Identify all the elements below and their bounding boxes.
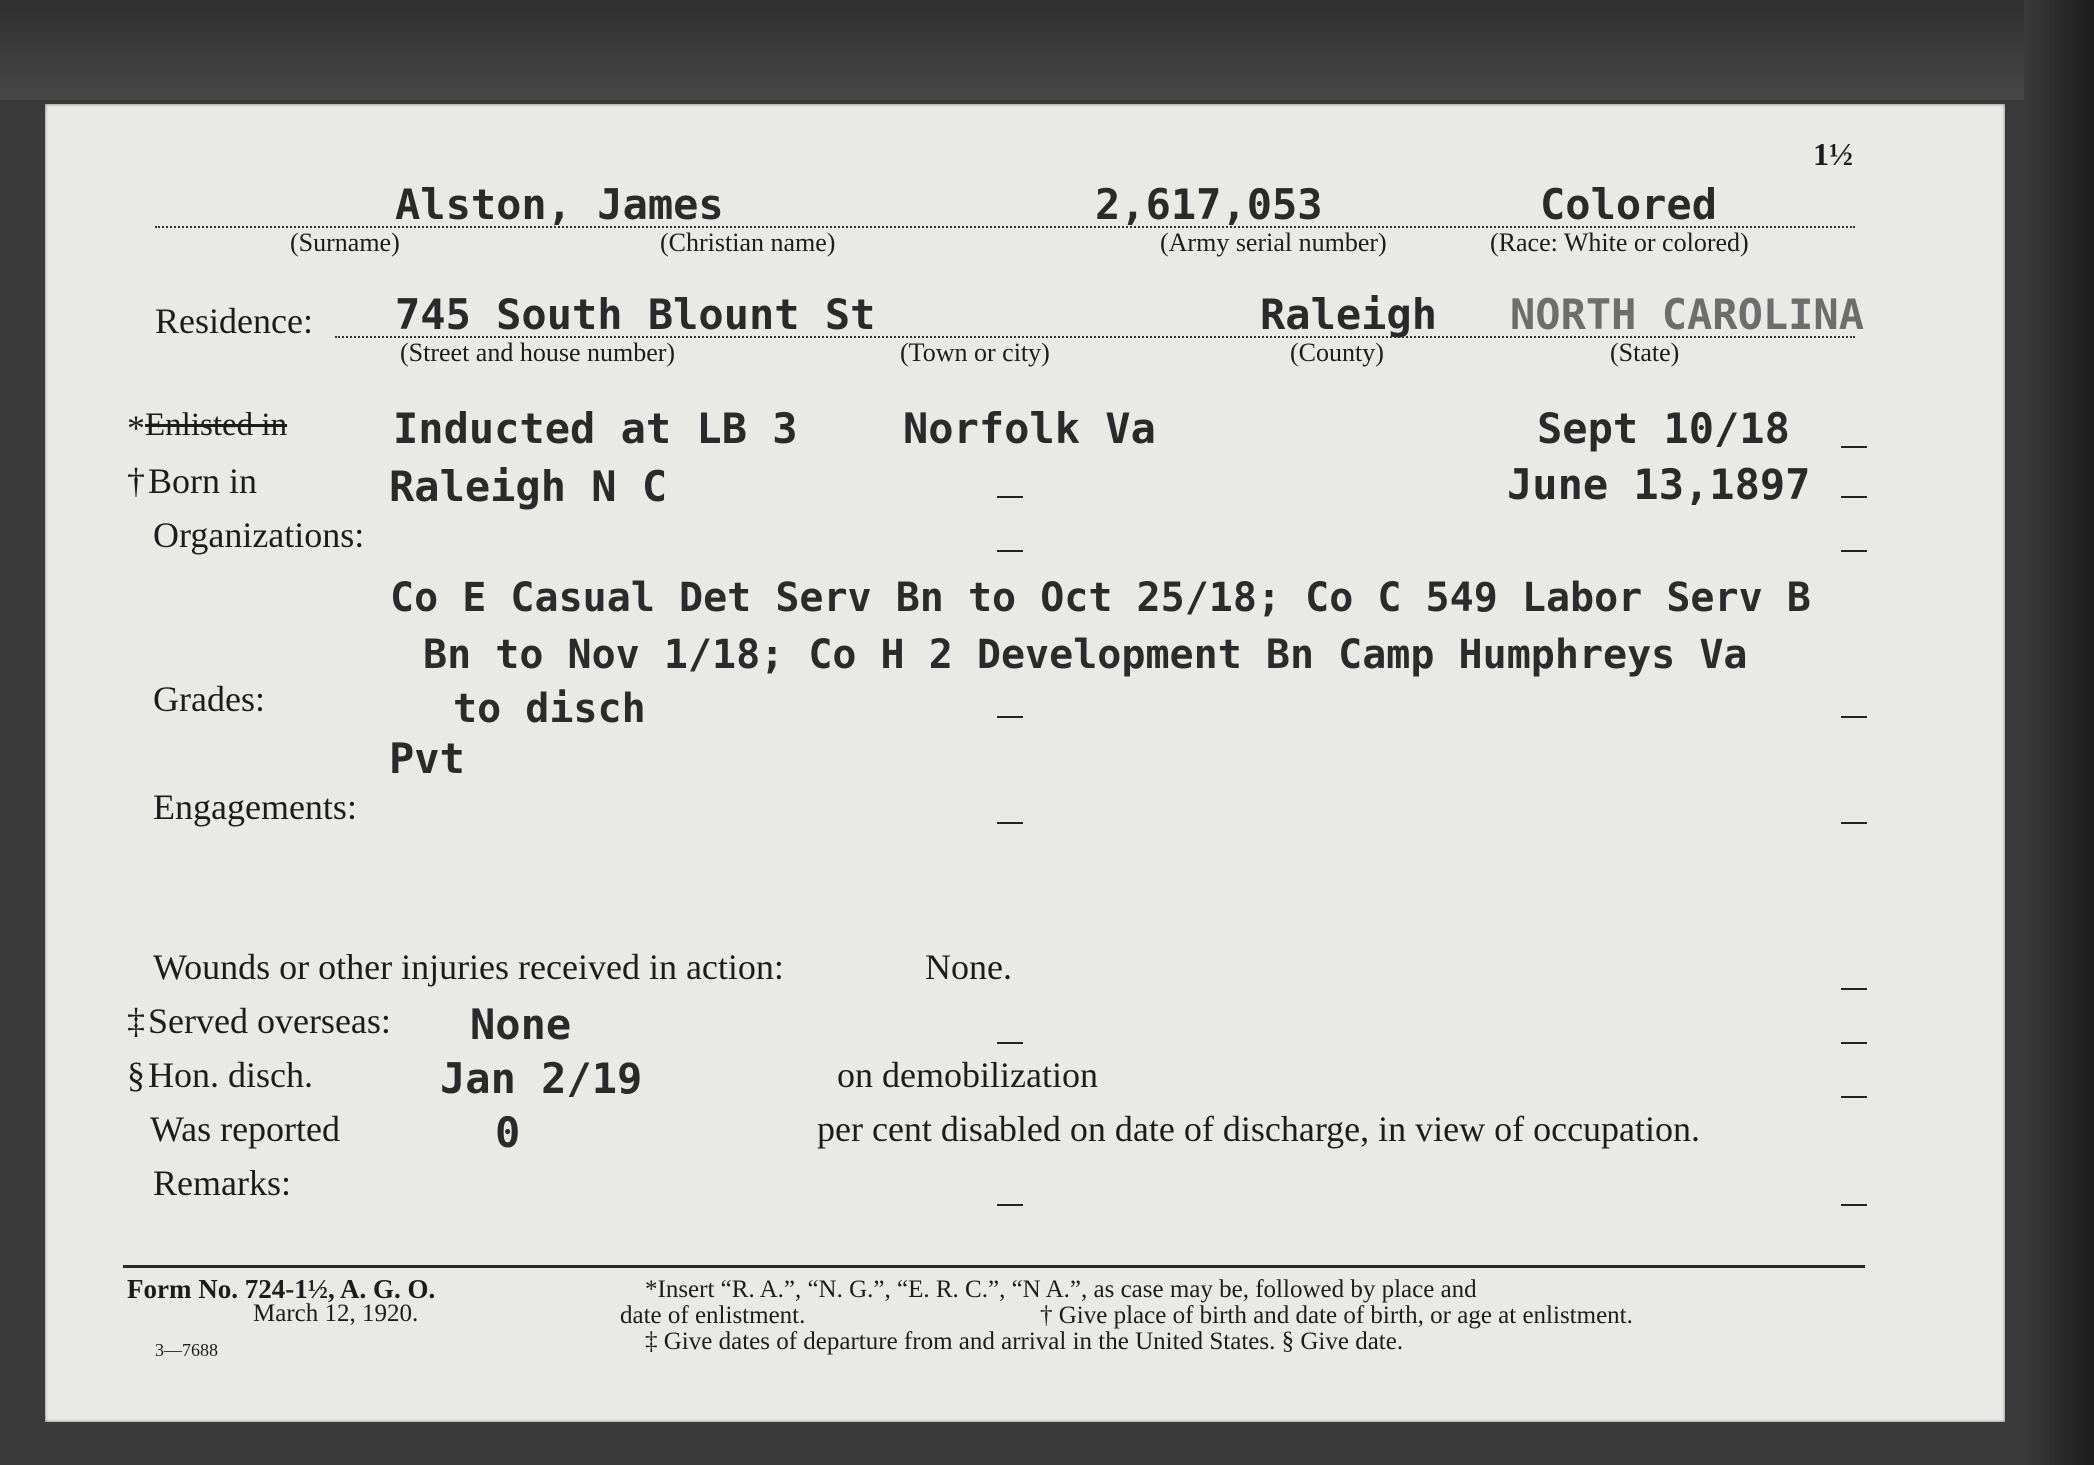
caption-race: (Race: White or colored) bbox=[1490, 228, 1749, 257]
org-dash bbox=[1841, 550, 1867, 552]
surname-christian-name: Alston, James bbox=[395, 180, 724, 229]
born-place: Raleigh N C bbox=[389, 462, 668, 511]
form-date: March 12, 1920. bbox=[253, 1300, 419, 1327]
race-value: Colored bbox=[1540, 180, 1718, 229]
org-mid-dash bbox=[997, 550, 1023, 552]
organizations-label: Organizations: bbox=[153, 515, 365, 555]
discharge-reason: on demobilization bbox=[837, 1055, 1098, 1095]
scan-border-right bbox=[2024, 0, 2094, 1465]
caption-surname: (Surname) bbox=[290, 228, 400, 257]
residence-state: NORTH CAROLINA bbox=[1510, 290, 1865, 339]
wounds-dash bbox=[1841, 988, 1867, 990]
remarks-mid-dash bbox=[997, 1204, 1023, 1206]
caption-town: (Town or city) bbox=[900, 338, 1050, 367]
born-date: June 13,1897 bbox=[1507, 460, 1811, 509]
born-dash bbox=[1841, 496, 1867, 498]
born-marker: † bbox=[127, 461, 145, 501]
overseas-dash bbox=[1841, 1042, 1867, 1044]
form-number: Form No. 724-1½, A. G. O. bbox=[127, 1274, 436, 1304]
overseas-marker: ‡ bbox=[127, 1001, 145, 1041]
enlisted-place: Norfolk Va bbox=[903, 404, 1156, 453]
overseas-mid-dash bbox=[997, 1042, 1023, 1044]
discharge-marker: § bbox=[127, 1055, 145, 1095]
enlisted-marker: * bbox=[127, 408, 145, 448]
residence-county: Raleigh bbox=[1260, 290, 1438, 339]
organizations-line-1: Co E Casual Det Serv Bn to Oct 25/18; Co C 549 Labor Serv B bbox=[390, 575, 1811, 621]
footer-note-line-2a: date of enlistment. bbox=[620, 1302, 806, 1329]
engagements-dash bbox=[1841, 822, 1867, 824]
remarks-label: Remarks: bbox=[153, 1163, 291, 1203]
born-label: Born in bbox=[148, 461, 258, 501]
reported-value: 0 bbox=[495, 1108, 521, 1157]
enlisted-label: Enlisted in bbox=[145, 407, 288, 443]
caption-county: (County) bbox=[1290, 338, 1384, 367]
wounds-value: None. bbox=[925, 947, 1012, 987]
caption-state: (State) bbox=[1610, 338, 1680, 367]
residence-street: 745 South Blount St bbox=[395, 290, 876, 339]
discharge-label: Hon. disch. bbox=[148, 1055, 313, 1095]
organizations-line-2: Bn to Nov 1/18; Co H 2 Development Bn Camp Humphreys Va bbox=[423, 632, 1748, 678]
grades-mid-dash bbox=[997, 716, 1023, 718]
footer-note-line-3: ‡ Give dates of departure from and arrival in the United States. § Give date. bbox=[645, 1328, 1404, 1355]
caption-serial: (Army serial number) bbox=[1160, 228, 1387, 257]
service-record-card bbox=[45, 104, 2005, 1422]
reported-label: Was reported bbox=[150, 1109, 341, 1149]
footer-rule bbox=[123, 1265, 1865, 1268]
scan-border-top bbox=[0, 0, 2094, 100]
enlisted-date: Sept 10/18 bbox=[1537, 404, 1790, 453]
overseas-label: Served overseas: bbox=[148, 1001, 391, 1041]
footer-note-line-1: *Insert “R. A.”, “N. G.”, “E. R. C.”, “N A.”, as case may be, followed by place and bbox=[645, 1276, 1477, 1303]
wounds-label: Wounds or other injuries received in action: bbox=[153, 947, 784, 987]
corner-mark: 1½ bbox=[1813, 136, 1853, 172]
print-code: 3—7688 bbox=[155, 1340, 218, 1360]
discharge-dash bbox=[1841, 1096, 1867, 1098]
reported-text: per cent disabled on date of discharge, in view of occupation. bbox=[817, 1109, 1701, 1149]
footer-note-line-2b: † Give place of birth and date of birth, or age at enlistment. bbox=[1040, 1302, 1633, 1329]
army-serial-number: 2,617,053 bbox=[1095, 180, 1323, 229]
caption-christian-name: (Christian name) bbox=[660, 228, 836, 257]
enlisted-dash bbox=[1841, 446, 1867, 448]
enlisted-where: Inducted at LB 3 bbox=[393, 404, 798, 453]
remarks-dash bbox=[1841, 1204, 1867, 1206]
born-mid-dash bbox=[997, 496, 1023, 498]
grades-dash bbox=[1841, 716, 1867, 718]
residence-label: Residence: bbox=[155, 301, 313, 341]
grades-value: Pvt bbox=[389, 734, 465, 783]
caption-street: (Street and house number) bbox=[400, 338, 676, 367]
discharge-date: Jan 2/19 bbox=[440, 1054, 643, 1103]
grades-label: Grades: bbox=[153, 679, 265, 719]
engagements-mid-dash bbox=[997, 822, 1023, 824]
engagements-label: Engagements: bbox=[153, 787, 357, 827]
overseas-value: None bbox=[470, 1000, 572, 1049]
organizations-line-3: to disch bbox=[453, 686, 646, 732]
